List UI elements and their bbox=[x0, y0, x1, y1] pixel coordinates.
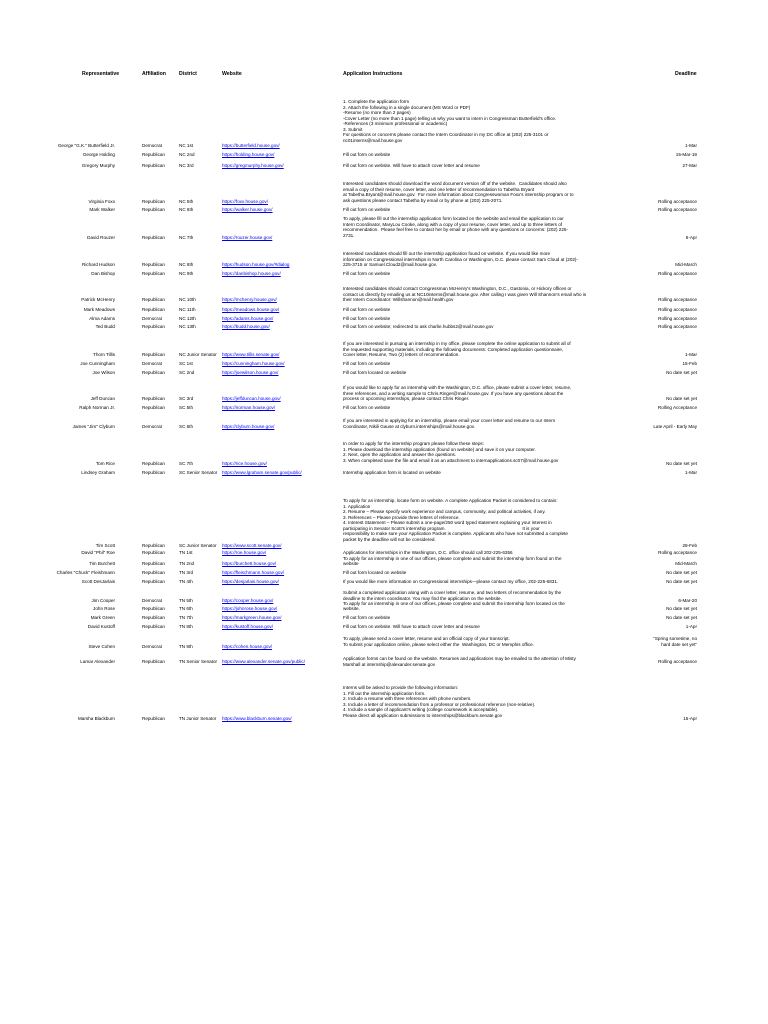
affiliation-cell: Democrat bbox=[142, 316, 162, 321]
instructions-cell: Interested candidates should contact Congressman McHenry's Washington, D.C., Gastonia, or Hickory offices or contact us directly by emailing us at NC10interns@mail.house.gov. After calling I was given Will Shannon's email who is their Intern Coordinator: Willshannon@mail.health.gov bbox=[343, 286, 587, 303]
instructions-cell: Fill out form on website; redirected to ask charlie.hubbs2@mail.house.gov bbox=[343, 324, 494, 329]
district-cell: SC 5th bbox=[179, 405, 194, 410]
deadline-cell: 6-Mar-20 bbox=[678, 598, 697, 603]
instructions-cell: Interested candidates should download the word document version off of the website. Candidates should also email a copy of their resume, cover letter, and one letter of recommendation to Tabetha Bryant at Tabetha.Bryant@mail.house.gov. For more information about Congresswoman Foxx's internship program or to ask questions please contact Tabetha by email or by phone at (202) 225-2071. bbox=[343, 181, 574, 203]
instructions-cell: Fill out form on website bbox=[343, 361, 391, 366]
website-link[interactable]: https://danbishop.house.gov/ bbox=[222, 271, 281, 276]
deadline-cell: No date set yet bbox=[666, 461, 697, 466]
affiliation-cell: Republican bbox=[142, 461, 165, 466]
district-cell: TN Senior Senator bbox=[179, 659, 218, 664]
district-cell: SC 2nd bbox=[179, 370, 195, 375]
website-link[interactable]: https://mchenry.house.gov/ bbox=[222, 297, 277, 302]
deadline-cell: Rolling Acceptance bbox=[657, 405, 697, 410]
affiliation-cell: Republican bbox=[142, 152, 165, 157]
website-link[interactable]: https://holding.house.gov/ bbox=[222, 152, 275, 157]
website-link[interactable]: https://cooper.house.gov/ bbox=[222, 598, 274, 603]
affiliation-cell: Republican bbox=[142, 235, 165, 240]
affiliation-cell: Republican bbox=[142, 550, 165, 555]
district-cell: SC Senior Senator bbox=[179, 470, 218, 475]
deadline-cell: No date set yet bbox=[666, 606, 697, 611]
affiliation-cell: Republican bbox=[142, 570, 165, 575]
website-link[interactable]: https://www.lgraham.senate.gov/public/ bbox=[222, 470, 302, 475]
representative-cell: David Kustoff bbox=[87, 624, 115, 629]
representative-cell: Charles "Chuck" Fleishmann bbox=[56, 570, 115, 575]
instructions-cell: If you are interested in applying for an internship, please email your cover letter and resume to our Intern Coordinator, Nikili Gause at clyburn.internships@mail.house.gov. bbox=[343, 418, 556, 429]
website-link[interactable]: https://www.blackburn.senate.gov/ bbox=[222, 716, 292, 721]
deadline-cell: Late April - Early May bbox=[653, 424, 697, 429]
representative-cell: Tom Rice bbox=[95, 461, 115, 466]
representative-cell: Tim Scott bbox=[95, 543, 115, 548]
deadline-cell: "Spring sometime, no hard date set yet" bbox=[653, 636, 697, 647]
representative-cell: John Rose bbox=[93, 606, 115, 611]
affiliation-cell: Republican bbox=[142, 624, 165, 629]
deadline-cell: Rolling acceptance bbox=[658, 316, 697, 321]
affiliation-cell: Democrat bbox=[142, 143, 162, 148]
representative-cell: Mark Meadows bbox=[83, 307, 115, 312]
website-link[interactable]: https://www.alexander.senate.gov/public/ bbox=[222, 659, 305, 664]
district-cell: NC 1st bbox=[179, 143, 194, 148]
affiliation-cell: Republican bbox=[142, 543, 165, 548]
instructions-cell: Fill out form on website bbox=[343, 271, 391, 276]
representative-cell: Mark Green bbox=[90, 615, 115, 620]
instructions-cell: Application forms can be found on the website. Resumes and applications may be emailed to the attention of Misty Marshall at internship@alexander.senate.gov bbox=[343, 656, 576, 667]
affiliation-cell: Democrat bbox=[142, 424, 162, 429]
website-link[interactable]: https://www.tillis.senate.gov/ bbox=[222, 352, 280, 357]
deadline-cell: 6-Apr bbox=[685, 235, 697, 240]
instructions-cell: To apply for an internship in one of our offices, please complete and submit the internship form found on the bbox=[343, 556, 562, 561]
affiliation-cell: Republican bbox=[142, 271, 165, 276]
website-link[interactable]: https://cunningham.house.gov/ bbox=[222, 361, 285, 366]
deadline-cell: 15-Feb bbox=[682, 361, 697, 366]
website-link[interactable]: https://kustoff.house.gov/ bbox=[222, 624, 273, 629]
affiliation-cell: Republican bbox=[142, 352, 165, 357]
deadline-cell: 27-Mar bbox=[682, 163, 697, 168]
deadline-cell: 1-Apr bbox=[685, 624, 697, 629]
website-link[interactable]: https://rouzer.house.gov/ bbox=[222, 235, 273, 240]
instructions-cell: Fill out form on website bbox=[343, 307, 391, 312]
district-cell: NC 8th bbox=[179, 262, 194, 267]
instructions-cell: Internship application form is located on website bbox=[343, 470, 441, 475]
deadline-cell: 1-Mar bbox=[685, 470, 697, 475]
district-cell: NC 6th bbox=[179, 207, 194, 212]
instructions-cell: Fill out form on website bbox=[343, 316, 391, 321]
website-link[interactable]: https://rice.house.gov/ bbox=[222, 461, 267, 466]
district-cell: TN 4th bbox=[179, 579, 193, 584]
representative-cell: George "G.K." Butterfield Jr. bbox=[57, 143, 115, 148]
instructions-cell: To apply for an internship in one of our offices, please complete and submit the internship form located on the bbox=[343, 601, 565, 606]
district-cell: NC 11th bbox=[179, 307, 196, 312]
affiliation-cell: Republican bbox=[142, 307, 165, 312]
district-cell: TN 3rd bbox=[179, 570, 194, 575]
affiliation-cell: Republican bbox=[142, 470, 165, 475]
affiliation-cell: Republican bbox=[142, 370, 165, 375]
deadline-cell: No date set yet bbox=[666, 396, 697, 401]
district-cell: SC Junior Senator bbox=[179, 543, 217, 548]
district-cell: NC 2nd bbox=[179, 152, 195, 157]
affiliation-cell: Democrat bbox=[142, 361, 162, 366]
representative-cell: Gregory Murphy bbox=[81, 163, 115, 168]
district-cell: SC 1st bbox=[179, 361, 193, 366]
website-link[interactable]: https://jeffduncan.house.gov/ bbox=[222, 396, 281, 401]
website-link[interactable]: https://markgreen.house.gov/ bbox=[222, 615, 282, 620]
instructions-cell: In order to apply for the internship program please follow these steps: 1. Please download the internship application (found on website) and save it on your computer. 2. Next, open the application and answer the questions. 3. When completed save the file and email it as an attachment to internapplications.sc07@mail.house.gov bbox=[343, 441, 559, 463]
deadline-cell: Rolling acceptance bbox=[658, 324, 697, 329]
district-cell: NC 12th bbox=[179, 316, 196, 321]
district-cell: NC 3rd bbox=[179, 163, 194, 168]
representative-cell: Ralph Norman Jr. bbox=[79, 405, 115, 410]
affiliation-cell: Democrat bbox=[142, 644, 162, 649]
affiliation-cell: Republican bbox=[142, 716, 165, 721]
affiliation-cell: Republican bbox=[142, 262, 165, 267]
instructions-cell: Fill out form on website bbox=[343, 207, 391, 212]
deadline-cell: Mid-March bbox=[675, 561, 697, 566]
affiliation-cell: Republican bbox=[142, 297, 165, 302]
representative-cell: Lindsey Graham bbox=[81, 470, 115, 475]
instructions-cell: Fill out form on website. Will have to attach cover letter and resume bbox=[343, 163, 480, 168]
deadline-cell: Rolling acceptance bbox=[658, 659, 697, 664]
instructions-cell: To apply for an internship, locate form on website. A complete Application Packet is considered to contain: 1. Application 2. Resume – Please specify work experience and campus, community, and political activities, if any. 3. References – Please provide three letters of reference. 4. Interest Statement – Please submit a one-page/250 word typed statement explaining your interest in participating in Senator Scott's internship program. It is your responsibility to make sure your Application Packet is complete. Applicants who have not submitted a complete packet by the deadline will not be considered. bbox=[343, 498, 568, 542]
website-link[interactable]: https://meadows.house.gov/ bbox=[222, 307, 280, 312]
district-cell: SC 6th bbox=[179, 424, 194, 429]
representative-cell: Scott DesJarlais bbox=[81, 579, 115, 584]
website-link[interactable]: https://johnrose.house.gov/ bbox=[222, 606, 278, 611]
website-link[interactable]: https://gregmurphy.house.gov/ bbox=[222, 163, 284, 168]
header-representative: Representative bbox=[82, 71, 120, 77]
affiliation-cell: Republican bbox=[142, 405, 165, 410]
representative-cell: Ted Budd bbox=[95, 324, 115, 329]
representative-cell: Marsha Blackburn bbox=[77, 716, 115, 721]
website-link[interactable]: https://joewilson.house.gov/ bbox=[222, 370, 279, 375]
representative-cell: Joe Wilson bbox=[92, 370, 115, 375]
deadline-cell: Rolling acceptance bbox=[658, 297, 697, 302]
instructions-cell: Fill out form located on website bbox=[343, 570, 407, 575]
header-instructions: Application Instructions bbox=[343, 71, 403, 77]
deadline-cell: No date set yet bbox=[666, 570, 697, 575]
affiliation-cell: Republican bbox=[142, 615, 165, 620]
deadline-cell: 15-Apr bbox=[683, 716, 697, 721]
header-deadline: Deadline bbox=[675, 71, 697, 77]
district-cell: TN 2nd bbox=[179, 561, 195, 566]
district-cell: NC Junior Senator bbox=[179, 352, 217, 357]
website-link[interactable]: https://cohen.house.gov/ bbox=[222, 644, 273, 649]
deadline-cell: Rolling acceptance bbox=[658, 550, 697, 555]
deadline-cell: 28-Feb bbox=[682, 543, 697, 548]
website-link[interactable]: https://budd.house.gov/ bbox=[222, 324, 270, 329]
website-link[interactable]: https://norman.house.gov/ bbox=[222, 405, 276, 410]
website-link[interactable]: https://walker.house.gov/ bbox=[222, 207, 273, 212]
website-link[interactable]: https://www.scott.senate.gov/ bbox=[222, 543, 282, 548]
affiliation-cell: Republican bbox=[142, 324, 165, 329]
deadline-cell: Rolling acceptance bbox=[658, 199, 697, 204]
instructions-cell: Fill out form on website bbox=[343, 615, 391, 620]
instructions-cell: Applications for internships in the Washington, D.C. office should call 202-225-6356 bbox=[343, 550, 513, 555]
instructions-cell: Interns will be asked to provide the following information: 1. Fill out the internship application form. 2. Include a resume with three references with phone numbers. 3. Include a letter of recommendation from a professor or professional reference (non-relative). 4. Include a sample of applicant's writing (college coursework is acceptable). Please direct all application submissions to internships@blackburn.senate.gov bbox=[343, 685, 536, 718]
deadline-cell: No date set yet bbox=[666, 579, 697, 584]
representative-cell: David "Phil" Roe bbox=[81, 550, 115, 555]
instructions-cell: website. bbox=[343, 606, 360, 611]
website-link[interactable]: https://hudson.house.gov/#dialog bbox=[222, 262, 290, 267]
instructions-cell: Fill out form on website bbox=[343, 405, 391, 410]
instructions-cell: Interested candidates should fill out the internship application found on website. If you would like more information on Congressional internships in North Carolina or Washington, D.C. please contact Sam Cloud at (202)- 225-3715 or Samuel.Cloud2@mail.house.gov. bbox=[343, 251, 578, 268]
deadline-cell: 1-Mar bbox=[685, 352, 697, 357]
header-affiliation: Affiliation bbox=[142, 71, 166, 77]
website-link[interactable]: https://clyburn.house.gov/ bbox=[222, 424, 275, 429]
deadline-cell: No date set yet bbox=[666, 370, 697, 375]
district-cell: SC 7th bbox=[179, 461, 194, 466]
website-link[interactable]: https://adams.house.gov/ bbox=[222, 316, 274, 321]
district-cell: TN 8th bbox=[179, 624, 193, 629]
representative-cell: Alma Adams bbox=[89, 316, 115, 321]
instructions-cell: If you would like more information on Congressional internships—please contact my office, 202-225-6831. bbox=[343, 579, 559, 584]
deadline-cell: 1-Mar bbox=[685, 143, 697, 148]
deadline-cell: Rolling acceptance bbox=[658, 207, 697, 212]
website-link[interactable]: https://roe.house.gov/ bbox=[222, 550, 267, 555]
representative-cell: Jim Cooper bbox=[91, 598, 115, 603]
deadline-cell: No date set yet bbox=[666, 615, 697, 620]
affiliation-cell: Republican bbox=[142, 199, 165, 204]
instructions-cell: If you would like to apply for an internship with the Washington, D.C. office, please submit a cover letter, resume, three references, and a writing sample to Chris.Ringer@mail.house.gov. If you have any questions about the process or upcoming internships, please contact Chris Ringer. bbox=[343, 385, 572, 402]
district-cell: NC 10th bbox=[179, 297, 196, 302]
header-website: Website bbox=[222, 71, 242, 77]
representative-cell: Dan Bishop bbox=[91, 271, 115, 276]
district-cell: TN 5th bbox=[179, 598, 193, 603]
affiliation-cell: Republican bbox=[142, 396, 165, 401]
representative-cell: Patrick McHenry bbox=[81, 297, 115, 302]
district-cell: TN 9th bbox=[179, 644, 193, 649]
website-link[interactable]: https://butterfield.house.gov/ bbox=[222, 143, 280, 148]
representative-cell: David Rouzer bbox=[87, 235, 115, 240]
district-cell: TN 1st bbox=[179, 550, 193, 555]
representative-cell: Mark Walker bbox=[89, 207, 115, 212]
header-district: District bbox=[179, 71, 197, 77]
affiliation-cell: Republican bbox=[142, 659, 165, 664]
representative-cell: Tim Burchett bbox=[89, 561, 115, 566]
representative-cell: Steve Cohen bbox=[88, 644, 115, 649]
district-cell: NC 9th bbox=[179, 271, 194, 276]
district-cell: SC 3rd bbox=[179, 396, 194, 401]
affiliation-cell: Republican bbox=[142, 579, 165, 584]
instructions-cell: If you are interested in pursuing an internship in my office, please complete the online application to submit all of the requested supporting materials, including the following documents: Completed application questionnaire, Cover letter, Resume, Two (2) letters of recommendation. bbox=[343, 341, 571, 358]
representative-cell: Lamar Alexander bbox=[80, 659, 115, 664]
instructions-cell: Fill out form on website bbox=[343, 152, 391, 157]
representative-cell: James "Jim" Clyburn bbox=[72, 424, 115, 429]
district-cell: NC 7th bbox=[179, 235, 194, 240]
affiliation-cell: Republican bbox=[142, 163, 165, 168]
representative-cell: George Holding bbox=[82, 152, 115, 157]
district-cell: TN 7th bbox=[179, 615, 193, 620]
website-link[interactable]: https://foxx.house.gov/ bbox=[222, 199, 268, 204]
instructions-cell: Fill out form located on website bbox=[343, 370, 407, 375]
affiliation-cell: Republican bbox=[142, 561, 165, 566]
district-cell: NC 13th bbox=[179, 324, 196, 329]
affiliation-cell: Democrat bbox=[142, 598, 162, 603]
affiliation-cell: Republican bbox=[142, 606, 165, 611]
district-cell: TN 6th bbox=[179, 606, 193, 611]
representative-cell: Richard Hudson bbox=[82, 262, 115, 267]
website-link[interactable]: https://desjarlais.house.gov/ bbox=[222, 579, 279, 584]
deadline-cell: 15-Mar-19 bbox=[675, 152, 697, 157]
representative-cell: Virginia Foxx bbox=[88, 199, 115, 204]
instructions-cell: Submit a completed application along with a cover letter, resume, and two letters of recommendation by the deadline to the intern coordinator. You may find the application on the website. bbox=[343, 590, 562, 601]
website-link[interactable]: https://burchett.house.gov/ bbox=[222, 561, 277, 566]
affiliation-cell: Republican bbox=[142, 207, 165, 212]
instructions-cell: To apply, please fill out the internship application form located on the website and email the application to our Intern Coordinator, MaryLou Cooke, along with a copy of your resume, cover letter, and up to three letters of recommendation. Please feel free to contact her by email or phone with any questions or concerns: (202) 225- 2731. bbox=[343, 216, 568, 238]
representative-cell: Jeff Duncan bbox=[90, 396, 115, 401]
representative-cell: Joe Cunningham bbox=[80, 361, 115, 366]
deadline-cell: Rolling acceptance bbox=[658, 307, 697, 312]
district-cell: TN Junior Senator bbox=[179, 716, 217, 721]
instructions-cell: website bbox=[343, 561, 359, 566]
instructions-cell: Fill out form on website. Will have to attach cover letter and resume bbox=[343, 624, 480, 629]
district-cell: NC 5th bbox=[179, 199, 194, 204]
instructions-cell: To apply, please send a cover letter, resume and an official copy of your transcript. To submit your application online, please select either the Washington, DC or Memphis office. bbox=[343, 636, 534, 647]
instructions-cell: 1. Complete the application form 2. Attach the following in a single document (MS Word or PDF) -Resume (no more than 2 pages) -Cover Letter (no more than 1 page) telling us why you want to intern in Congressman Butterfield's office. -References (3 minimum professional or academic) 3. Submit For questions or concerns please contact the Intern Coordinator in my DC office at (202) 225-3101 or nc01interns@mail.house.gov bbox=[343, 99, 557, 143]
deadline-cell: Mid-March bbox=[675, 262, 697, 267]
representative-cell: Thom Tillis bbox=[93, 352, 115, 357]
website-link[interactable]: https://fleischmann.house.gov/ bbox=[222, 570, 285, 575]
deadline-cell: Rolling acceptance bbox=[658, 271, 697, 276]
